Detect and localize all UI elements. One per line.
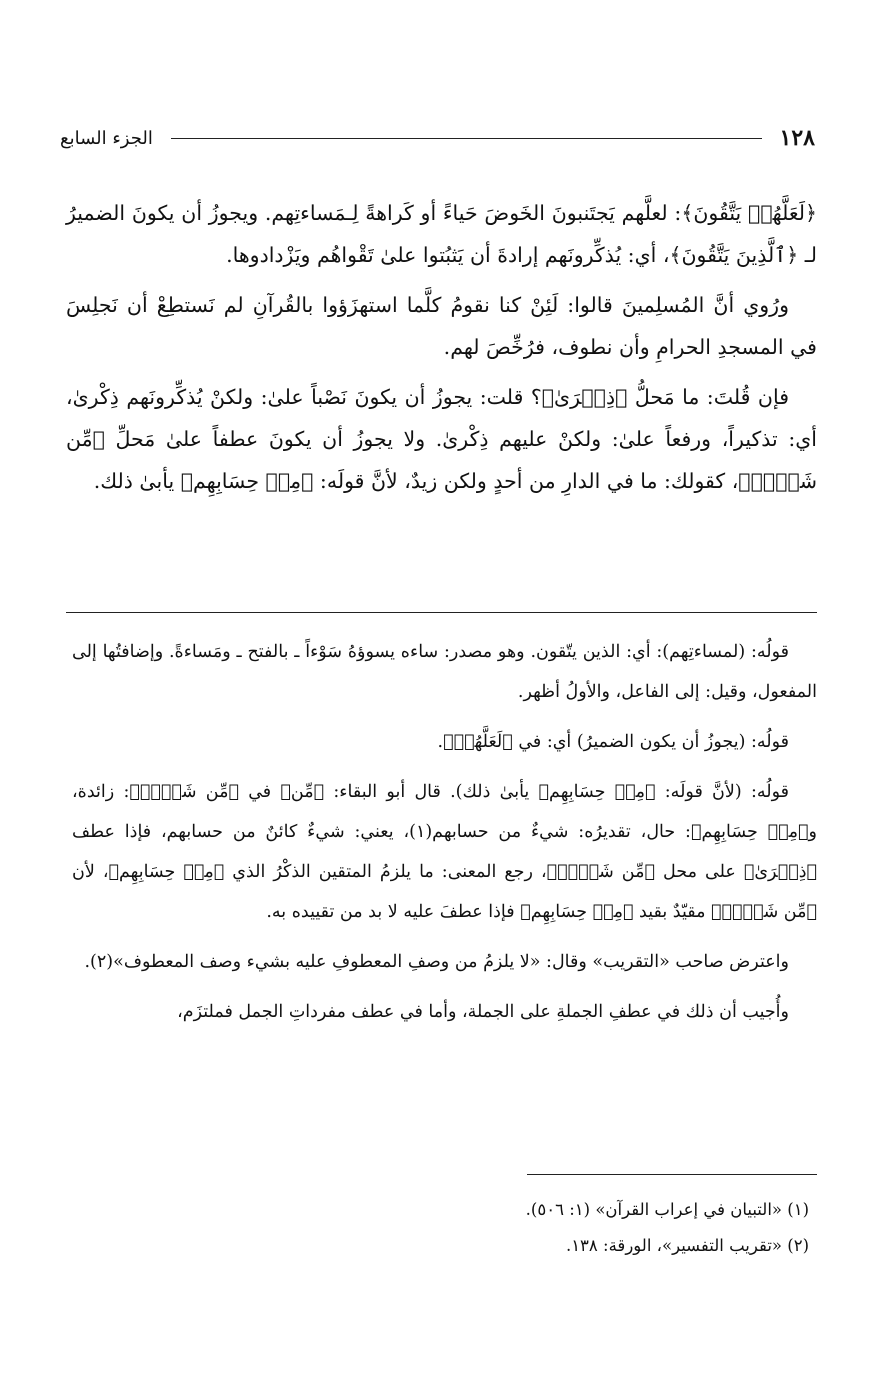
- commentary-paragraph-3: قولُه: (لأنَّ قولَه: ﴿مِنۡ حِسَابِهِم﴾ يأبىٰ ذلك). قال أبو البقاء: ﴿مِّن﴾ في ﴿مِّن شَيۡءٖ﴾: زائدة، و﴿مِنۡ حِسَابِهِم﴾: حال، تقديرُه: شيءٌ من حسابهم(١)، يعني: شيءٌ كائنٌ من حسابهم، فإذا عطف ﴿ذِكۡرَىٰ﴾ على محل ﴿مِّن شَيۡءٖ﴾، رجع المعنى: ما يلزمُ المتقين الذكْرُ الذي ﴿مِنۡ حِسَابِهِم﴾، لأن ﴿مِّن شَيۡءٖ﴾ مقيّدٌ بقيد ﴿مِنۡ حِسَابِهِم﴾ فإذا عطفَ عليه لا بد من تقييده به.: [72, 782, 817, 922]
- main-paragraph-2: ورُوي أنَّ المُسلِمينَ قالوا: لَئِنْ كنا نقومُ كلَّما استهزَؤوا بالقُرآنِ لم نَستطِعْ أن نَجلِسَ في المسجدِ الحرامِ وأن نطوف، فرُخِّصَ لهم.: [66, 293, 817, 359]
- header-rule: [171, 138, 762, 139]
- footnote-1: (١) «التبيان في إعراب القرآن» (١: ٥٠٦).: [525, 1200, 809, 1219]
- commentary-paragraph-1: قولُه: (لمساءتِهم): أي: الذين يتّقون. وهو مصدر: ساءه يسوؤهُ سَوْءاً ـ بالفتح ـ ومَساءةً. وإضافتُها إلى المفعول، وقيل: إلى الفاعل، والأولُ أظهر.: [72, 642, 817, 702]
- main-paragraph-1: ﴿لَعَلَّهُمۡ يَتَّقُونَ﴾: لعلَّهم يَجتَنبونَ الخَوضَ حَياءً أو كَراهةً لِـمَساءتِهم. ويجوزُ أن يكونَ الضميرُ لـ ﴿ٱلَّذِينَ يَتَّقُونَ﴾، أي: يُذكِّرونَهم إرادةَ أن يَثبُتوا علىٰ تَقْواهُم ويَزْدادوها.: [66, 201, 817, 267]
- page-header: [60, 118, 815, 158]
- commentary-divider: [66, 612, 817, 613]
- commentary-paragraph-5: وأُجيب أن ذلك في عطفِ الجملةِ على الجملة، وأما في عطف مفرداتِ الجمل فملتزَم،: [177, 1002, 789, 1022]
- page-number: ١٢٨: [779, 125, 815, 151]
- commentary-text: [72, 632, 817, 1042]
- main-text: [66, 192, 817, 510]
- commentary-paragraph-4: واعترض صاحب «التقريب» وقال: «لا يلزمُ من وصفِ المعطوفِ عليه بشيء وصف المعطوف»(٢).: [84, 952, 789, 972]
- main-paragraph-3: فإن قُلتَ: ما مَحلُّ ﴿ذِكۡرَىٰ﴾؟ قلت: يجوزُ أن يكونَ نَصْباً علىٰ: ولكنْ يُذكِّرونَهم ذِكْرىٰ، أي: تذكيراً، ورفعاً علىٰ: ولكنْ عليهم ذِكْرىٰ. ولا يجوزُ أن يكونَ عطفاً علىٰ مَحلِّ ﴿مِّن شَيۡءٖ﴾، كقولك: ما في الدارِ من أحدٍ ولكن زيدٌ، لأنَّ قولَه: ﴿مِنۡ حِسَابِهِم﴾ يأبىٰ ذلك.: [66, 385, 817, 493]
- commentary-paragraph-2: قولُه: (يجوزُ أن يكون الضميرُ) أي: في ﴿لَعَلَّهُمۡ﴾.: [437, 732, 789, 752]
- footnote-2: (٢) «تقريب التفسير»، الورقة: ١٣٨.: [565, 1236, 809, 1255]
- footnotes: [66, 1192, 817, 1264]
- running-title: الجزء السابع: [60, 127, 153, 149]
- footnote-rule: [527, 1174, 817, 1175]
